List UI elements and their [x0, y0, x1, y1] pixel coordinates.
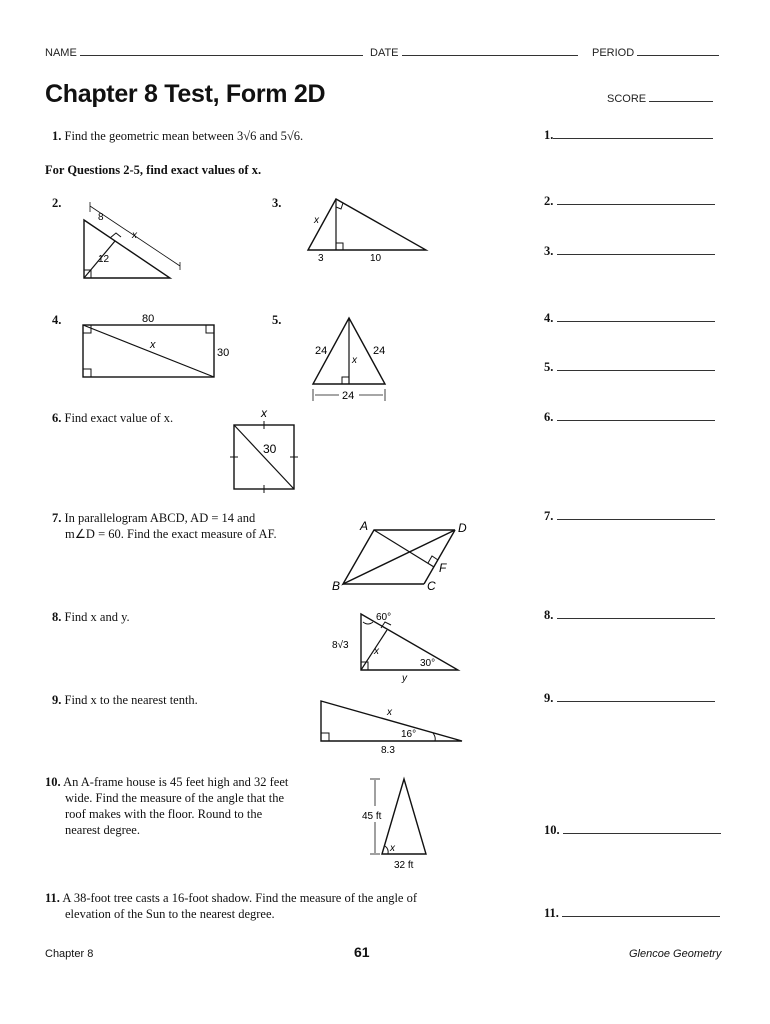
q3-label-x: x — [314, 215, 319, 226]
question-8: 8. Find x and y. — [52, 610, 130, 624]
q2-label-12: 12 — [98, 254, 110, 265]
q10-label-45: 45 ft — [362, 811, 382, 822]
q7-label-D: D — [458, 521, 467, 535]
answer-5[interactable]: 5. — [544, 360, 715, 375]
answer-3[interactable]: 3. — [544, 244, 715, 259]
q5-label-left: 24 — [315, 345, 328, 357]
q4-label-x: x — [150, 339, 156, 351]
question-7: 7. In parallelogram ABCD, AD = 14 and m∠D = 60. Find the exact measure of AF. — [52, 511, 277, 541]
answer-6[interactable]: 6. — [544, 410, 715, 425]
q8-label-8root3: 8√3 — [332, 640, 349, 651]
q9-label-x: x — [387, 707, 392, 718]
period-field[interactable]: PERIOD — [592, 46, 719, 59]
q8-label-30: 30° — [420, 658, 436, 669]
question-6: 6. Find exact value of x. — [52, 411, 174, 425]
q4-diagram — [78, 308, 238, 383]
name-field[interactable]: NAME — [45, 46, 363, 59]
footer-publisher: Glencoe Geometry — [629, 948, 722, 960]
q7-label-F: F — [439, 561, 447, 575]
date-field[interactable]: DATE — [370, 46, 578, 59]
q7-diagram — [328, 518, 467, 594]
q8-label-60: 60° — [376, 612, 392, 623]
question-3-number: 3. — [272, 196, 282, 210]
q9-diagram — [315, 693, 470, 758]
answer-9[interactable]: 9. — [544, 691, 715, 706]
q7-label-C: C — [427, 579, 436, 593]
question-1: 1. Find the geometric mean between 3√6 and 5√6. — [52, 129, 304, 143]
score-field[interactable]: SCORE — [607, 92, 713, 105]
question-9: 9. Find x to the nearest tenth. — [52, 693, 198, 707]
page-number: 61 — [354, 944, 370, 960]
q3-label-3: 3 — [318, 253, 324, 264]
q4-label-30: 30 — [217, 347, 230, 359]
q9-label-16: 16° — [401, 729, 417, 740]
question-2-number: 2. — [52, 196, 62, 210]
q8-label-x: x — [374, 646, 379, 657]
q8-label-y: y — [402, 673, 407, 684]
question-11: 11. A 38-foot tree casts a 16-foot shadow. Find the measure of the angle of elevation of the Sun to the nearest degree. — [45, 891, 418, 921]
instructions: For Questions 2-5, find exact values of x. — [45, 163, 262, 177]
page-title: Chapter 8 Test, Form 2D — [45, 80, 326, 108]
q6-diagram — [225, 404, 305, 494]
q6-label-x: x — [261, 406, 267, 420]
question-10: 10. An A-frame house is 45 feet high and 32 feet wide. Find the measure of the angle that the roof makes with the floor. Round to the nearest degree. — [45, 775, 289, 837]
q10-label-32: 32 ft — [394, 860, 414, 871]
answer-2[interactable]: 2. — [544, 194, 715, 209]
q5-diagram — [305, 312, 395, 407]
q3-label-10: 10 — [370, 253, 382, 264]
q9-label-8-3: 8.3 — [381, 745, 395, 756]
answer-11[interactable]: 11. — [544, 906, 720, 921]
q5-label-right: 24 — [373, 345, 386, 357]
q2-label-x: x — [132, 230, 137, 241]
q6-label-30: 30 — [263, 442, 277, 456]
question-5-number: 5. — [272, 313, 282, 327]
answer-8[interactable]: 8. — [544, 608, 715, 623]
question-4-number: 4. — [52, 313, 62, 327]
q4-label-80: 80 — [142, 313, 155, 325]
answer-7[interactable]: 7. — [544, 509, 715, 524]
q10-diagram — [358, 774, 448, 874]
q7-label-B: B — [332, 579, 341, 593]
q2-label-8: 8 — [98, 212, 104, 223]
q7-label-A: A — [360, 519, 369, 533]
answer-10[interactable]: 10. — [544, 823, 721, 838]
q3-diagram — [300, 195, 435, 265]
q5-label-x: x — [352, 355, 357, 366]
q5-label-base: 24 — [342, 390, 355, 402]
q2-diagram — [70, 200, 190, 285]
footer-chapter: Chapter 8 — [45, 948, 94, 960]
answer-4[interactable]: 4. — [544, 311, 715, 326]
q8-diagram — [330, 606, 465, 686]
q10-label-x: x — [390, 843, 395, 854]
answer-1[interactable]: 1. — [544, 128, 713, 143]
